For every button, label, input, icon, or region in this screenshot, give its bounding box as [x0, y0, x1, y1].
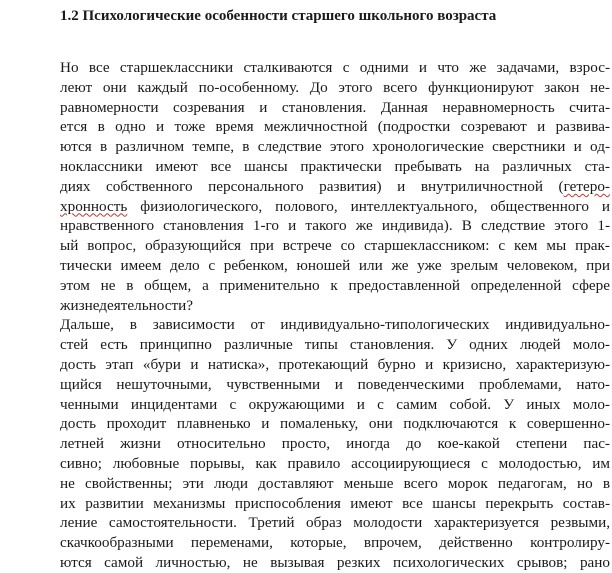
text-line: их развитии механизмы приспособления имеют все шансы перекрыть состав-	[60, 494, 610, 512]
text-line: нравственного становления 1-го и такого же индивида). В следствие этого 1-	[60, 217, 610, 235]
spellcheck-marked-word: гетеро-	[563, 177, 610, 195]
text-line: диях собственного персонального развития) и внутриличностной (гетеро-	[60, 177, 610, 195]
section-heading: 1.2 Психологические особенности старшего школьного возраста	[60, 8, 497, 24]
text-line: этом не в общем, а применительно к предоставленной определенной сфере	[60, 276, 610, 294]
text-line: ются самой личностью, не вызывая резких психологических срывов; рано	[60, 553, 610, 571]
spellcheck-marked-word: хронность	[60, 197, 128, 215]
text-line: скачкообразными переменами, которые, впрочем, действенно контролиру-	[60, 534, 610, 552]
text-line: стей есть принципно различные типы становления. У одних людей моло-	[60, 336, 610, 354]
text-line: тически имеем дело с ребенком, юношей или же уже зрелым человеком, при	[60, 256, 610, 274]
text-line: ется в одно и тоже время межличностной (подростки созревают и развива-	[60, 118, 610, 136]
text-line: жизнедеятельности?	[60, 296, 193, 314]
text-line: дость проходит плавненько и помаленьку, они подключаются к совершенно-	[60, 415, 610, 433]
text-line: ый вопрос, образующийся при встрече со старшеклассником: с кем мы прак-	[60, 237, 610, 255]
text-line: Но все старшеклассники сталкиваются с одними и что же задачами, взрос-	[60, 59, 610, 76]
text-line: равномерности созревания и становления. Данная неравномерность счита-	[60, 98, 610, 116]
text-line: летней жизни относительно просто, иногда до кое-какой степени пас-	[60, 435, 610, 453]
text-line: не свойственны; эти люди доставляют меньше всего морок педагогам, но в	[60, 474, 610, 492]
text-line: леют они каждый по-особенному. До этого всего функционируют закон не-	[60, 78, 610, 96]
text-line: Дальше, в зависимости от индивидуально-типологических индивидуально-	[60, 316, 610, 334]
text-line: дость этап «бури и натиска», протекающий бурно и кризисно, характеризую-	[60, 355, 610, 373]
text-line: ноклассники имеют все шансы практически пребывать на различных ста-	[60, 157, 610, 175]
text-line: ченными инцидентами с окружающими и с самим собой. У иных моло-	[60, 395, 610, 413]
text-line: сивно; любовные порывы, как правило ассоциирующиеся с молодостью, им	[60, 454, 610, 472]
text-line: хронность физиологического, полового, интеллектуального, общественного и	[60, 197, 610, 215]
text-line: ление самостоятельности. Третий образ молодости характеризуется резвыми,	[60, 514, 610, 532]
body-text	[60, 58, 610, 573]
text-line: щийся нешуточными, чувственными и поведенческими проблемами, нато-	[60, 375, 610, 393]
text-line: ются в различном темпе, в следствие этого хронологические сверстники и од-	[60, 138, 610, 156]
